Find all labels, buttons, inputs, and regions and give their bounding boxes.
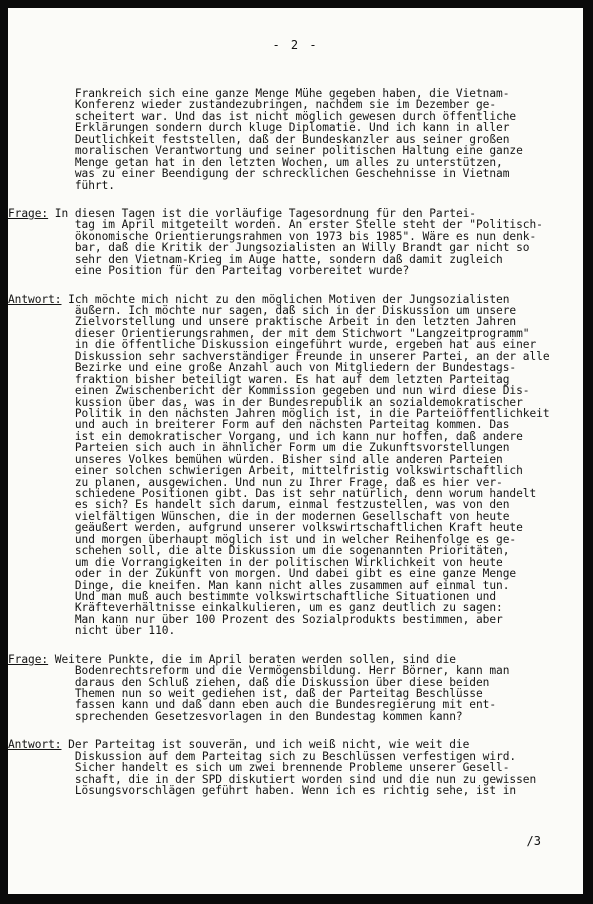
paragraph-block — [8, 88, 583, 191]
line-text: einer solchen schwierigen Arbeit, mittelfristig volkswirtschaftlich — [8, 464, 523, 478]
line-text: sehr den Vietnam-Krieg im Auge hatte, sondern daß damit zugleich — [8, 252, 503, 266]
line-text: und auch in breiterer Form auf den nächsten Parteitag kommen. Das — [8, 418, 510, 432]
line-text: schehen soll, die alte Diskussion um die sogenannten Prioritäten, — [8, 544, 510, 558]
line-text: fraktion bisher beteiligt waren. Es hat auf dem letzten Parteitag — [8, 372, 510, 386]
line-text: äußern. Ich möchte nur sagen, daß sich in der Diskussion um unsere — [8, 304, 517, 317]
line-text: bar, daß die Kritik der Jungsozialisten an Willy Brandt gar nicht so — [8, 241, 530, 255]
line-text: es sich? Es handelt sich darum, einmal festzustellen, was von den — [8, 498, 510, 512]
line-text: Dinge, die kneifen. Man kann nicht alles zusammen auf einmal tun. — [8, 578, 510, 592]
text-line — [8, 785, 583, 796]
line-text: Diskussion auf dem Parteitag sich zu Beschlüssen verfestigen wird. — [8, 749, 517, 763]
text-line — [8, 265, 583, 276]
line-text: Ich möchte mich nicht zu den möglichen Motiven der Jungsozialisten — [61, 292, 510, 306]
line-text: In diesen Tagen ist die vorläufige Tagesordnung für den Partei- — [48, 206, 476, 220]
speaker-label: Frage: — [8, 206, 49, 220]
speaker-label: Antwort: — [8, 292, 62, 306]
line-text: um die Vorrangigkeiten in der politischen Wirklichkeit von heute — [8, 555, 503, 569]
line-text: Zielvorstellung und unsere praktische Arbeit in den letzten Jahren — [8, 315, 517, 329]
line-text: Menge getan hat in den letzten Wochen, um alles zu unterstützen, — [8, 155, 503, 169]
line-text: vielfältigen Wünschen, die in der modernen Gesellschaft von heute — [8, 509, 510, 523]
document-body — [8, 88, 583, 814]
line-text: Erklärungen sondern durch kluge Diplomatie. Und ich kann in aller — [8, 121, 510, 135]
line-text: dieser Orientierungsrahmen, der mit dem Stichwort "Langzeitprogramm" — [8, 326, 530, 340]
line-text: Lösungsvorschlägen geführt haben. Wenn ich es richtig sehe, ist in — [8, 784, 517, 798]
line-text: in die öffentliche Diskussion eingeführt wurde, ergeben hat aus einer — [8, 338, 537, 352]
document-page — [8, 8, 583, 894]
line-text: Kräfteverhältnisse einkalkulieren, um es ganz deutlich zu sagen: — [8, 601, 503, 615]
line-text: moralischen Verantwortung und seiner politischen Haltung eine ganze — [8, 144, 523, 158]
text-line — [8, 711, 583, 722]
line-text: scheitert war. Und das ist nicht möglich gewesen durch öffentliche — [8, 109, 517, 123]
line-text: ökonomische Orientierungsrahmen von 1973 bis 1985". Wäre es nun denk- — [8, 229, 537, 243]
answer-block — [8, 294, 583, 637]
continuation-marker: /3 — [526, 834, 541, 848]
line-text: ist ein demokratischer Vorgang, und ich kann nur hoffen, daß andere — [8, 429, 523, 443]
line-text: Bodenrechtsreform und die Vermögensbildung. Herr Börner, kann man — [8, 664, 510, 678]
line-text: unseres Volkes bemühen würden. Bisher sind alle anderen Parteien — [8, 452, 503, 466]
line-text: führt. — [8, 178, 115, 192]
speaker-label: Frage: — [8, 652, 49, 666]
line-text: Man kann nur über 100 Prozent des Sozialprodukts bestimmen, aber — [8, 612, 503, 626]
line-text: Sicher handelt es sich um zwei brennende Probleme unserer Gesell- — [8, 761, 510, 775]
line-text: was zu einer Beendigung der schrecklichen Geschehnisse in Vietnam — [8, 167, 510, 181]
speaker-label: Antwort: — [8, 738, 62, 752]
line-text: fassen kann und daß dann eben auch die Bundesregierung mit ent- — [8, 698, 497, 712]
question-block — [8, 208, 583, 277]
line-text: Deutlichkeit feststellen, daß der Bundeskanzler aus seiner großen — [8, 132, 510, 146]
line-text: einen Zwischenbericht der Kommission gegeben und nun wird diese Dis- — [8, 384, 530, 398]
answer-block — [8, 739, 583, 796]
line-text: daraus den Schluß ziehen, daß die Diskussion über diese beiden — [8, 675, 490, 689]
question-block — [8, 654, 583, 723]
line-text: eine Position für den Parteitag vorbereitet wurde? — [8, 264, 410, 278]
line-text: Konferenz wieder zustandezubringen, nachdem sie im Dezember ge- — [8, 98, 497, 112]
line-text: Diskussion sehr sachverständiger Freunde in unserer Partei, an der alle — [8, 349, 550, 363]
line-text: Bezirke und eine große Anzahl auch von Mitgliedern der Bundestags- — [8, 361, 517, 375]
line-text: Weitere Punkte, die im April beraten werden sollen, sind die — [48, 652, 456, 666]
page-number: - 2 - — [272, 38, 319, 52]
line-text: Parteien sich auch in ähnlicher Form um die Zukunftsvorstellungen — [8, 441, 510, 455]
line-text: zu planen, ausgewichen. Und nun zu Ihrer Frage, daß es hier ver- — [8, 475, 503, 489]
line-text: oder in der Zukunft von morgen. Und dabei gibt es eine ganze Menge — [8, 567, 517, 581]
text-line — [8, 625, 583, 636]
line-text: kussion über das, was in der Bundesrepublik an sozialdemokratischer — [8, 395, 523, 409]
line-text: sprechenden Gesetzesvorlagen in den Bundestag kommen kann? — [8, 709, 463, 723]
line-text: tag im April mitgeteilt worden. An erster Stelle steht der "Politisch- — [8, 218, 543, 232]
line-text: Der Parteitag ist souverän, und ich weiß nicht, wie weit die — [61, 738, 470, 752]
line-text: und morgen überhaupt möglich ist und in welcher Reihenfolge es ge- — [8, 532, 517, 546]
line-text: geäußert werden, aufgrund unserer volkswirtschaftlichen Kraft heute — [8, 521, 523, 535]
line-text: Frankreich sich eine ganze Menge Mühe gegeben haben, die Vietnam- — [8, 87, 510, 100]
line-text: schiedene Positionen gibt. Das ist sehr natürlich, denn worum handelt — [8, 487, 537, 500]
line-text: Politik in den nächsten Jahren möglich ist, in die Parteiöffentlichkeit — [8, 406, 550, 420]
text-line — [8, 180, 583, 191]
line-text: schaft, die in der SPD diskutiert worden sind und die nun zu gewissen — [8, 772, 537, 786]
line-text: nicht über 110. — [8, 624, 176, 638]
line-text: Themen nun so weit gediehen ist, daß der Parteitag Beschlüsse — [8, 687, 483, 700]
line-text: Und man muß auch bestimmte volkswirtschaftliche Situationen und — [8, 589, 497, 603]
